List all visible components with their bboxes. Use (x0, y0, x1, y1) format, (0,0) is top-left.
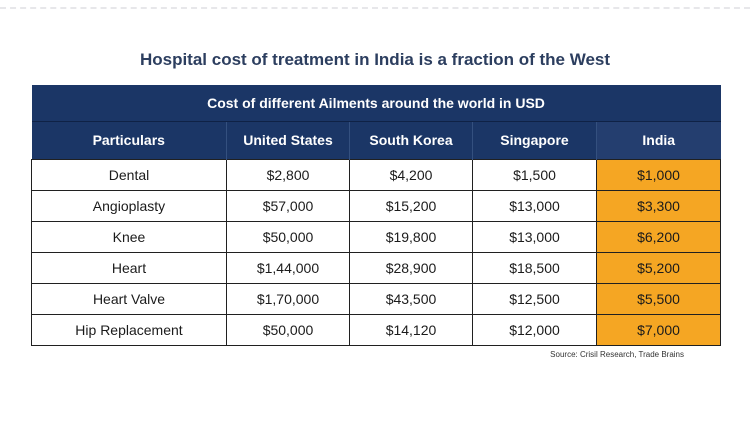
page-title: Hospital cost of treatment in India is a fraction of the West (139, 50, 611, 69)
source-note: Source: Crisil Research, Trade Brains (550, 350, 684, 359)
cell-ailment: Hip Replacement (32, 314, 227, 345)
cell-united-states: $2,800 (227, 159, 350, 190)
cell-india: $1,000 (597, 159, 721, 190)
column-header-singapore: Singapore (473, 121, 597, 159)
table-row (32, 283, 721, 314)
cell-south-korea: $14,120 (350, 314, 473, 345)
top-dashed-divider (0, 7, 750, 9)
table-banner-row (32, 85, 721, 121)
cell-singapore: $12,000 (473, 314, 597, 345)
cell-ailment: Knee (32, 221, 227, 252)
cell-singapore: $13,000 (473, 221, 597, 252)
cell-united-states: $57,000 (227, 190, 350, 221)
cell-united-states: $50,000 (227, 314, 350, 345)
cell-india: $3,300 (597, 190, 721, 221)
column-header-south-korea: South Korea (350, 121, 473, 159)
cell-singapore: $13,000 (473, 190, 597, 221)
cell-singapore: $1,500 (473, 159, 597, 190)
table-row (32, 252, 721, 283)
column-header-india: India (597, 121, 721, 159)
cost-table (31, 85, 721, 346)
cell-united-states: $1,44,000 (227, 252, 350, 283)
cell-india: $5,500 (597, 283, 721, 314)
table-row (32, 159, 721, 190)
cell-ailment: Angioplasty (32, 190, 227, 221)
cell-south-korea: $4,200 (350, 159, 473, 190)
table-banner: Cost of different Ailments around the world in USD (32, 85, 721, 121)
cell-india: $7,000 (597, 314, 721, 345)
cell-india: $5,200 (597, 252, 721, 283)
cell-south-korea: $19,800 (350, 221, 473, 252)
cell-south-korea: $28,900 (350, 252, 473, 283)
column-header-united-states: United States (227, 121, 350, 159)
table-row (32, 190, 721, 221)
cell-ailment: Dental (32, 159, 227, 190)
cell-singapore: $12,500 (473, 283, 597, 314)
cell-ailment: Heart Valve (32, 283, 227, 314)
cell-south-korea: $15,200 (350, 190, 473, 221)
column-header-particulars: Particulars (32, 121, 227, 159)
cell-singapore: $18,500 (473, 252, 597, 283)
cell-india: $6,200 (597, 221, 721, 252)
cell-ailment: Heart (32, 252, 227, 283)
table-row (32, 314, 721, 345)
cell-united-states: $1,70,000 (227, 283, 350, 314)
cell-united-states: $50,000 (227, 221, 350, 252)
cell-south-korea: $43,500 (350, 283, 473, 314)
table-row (32, 221, 721, 252)
table-header-row (32, 121, 721, 159)
